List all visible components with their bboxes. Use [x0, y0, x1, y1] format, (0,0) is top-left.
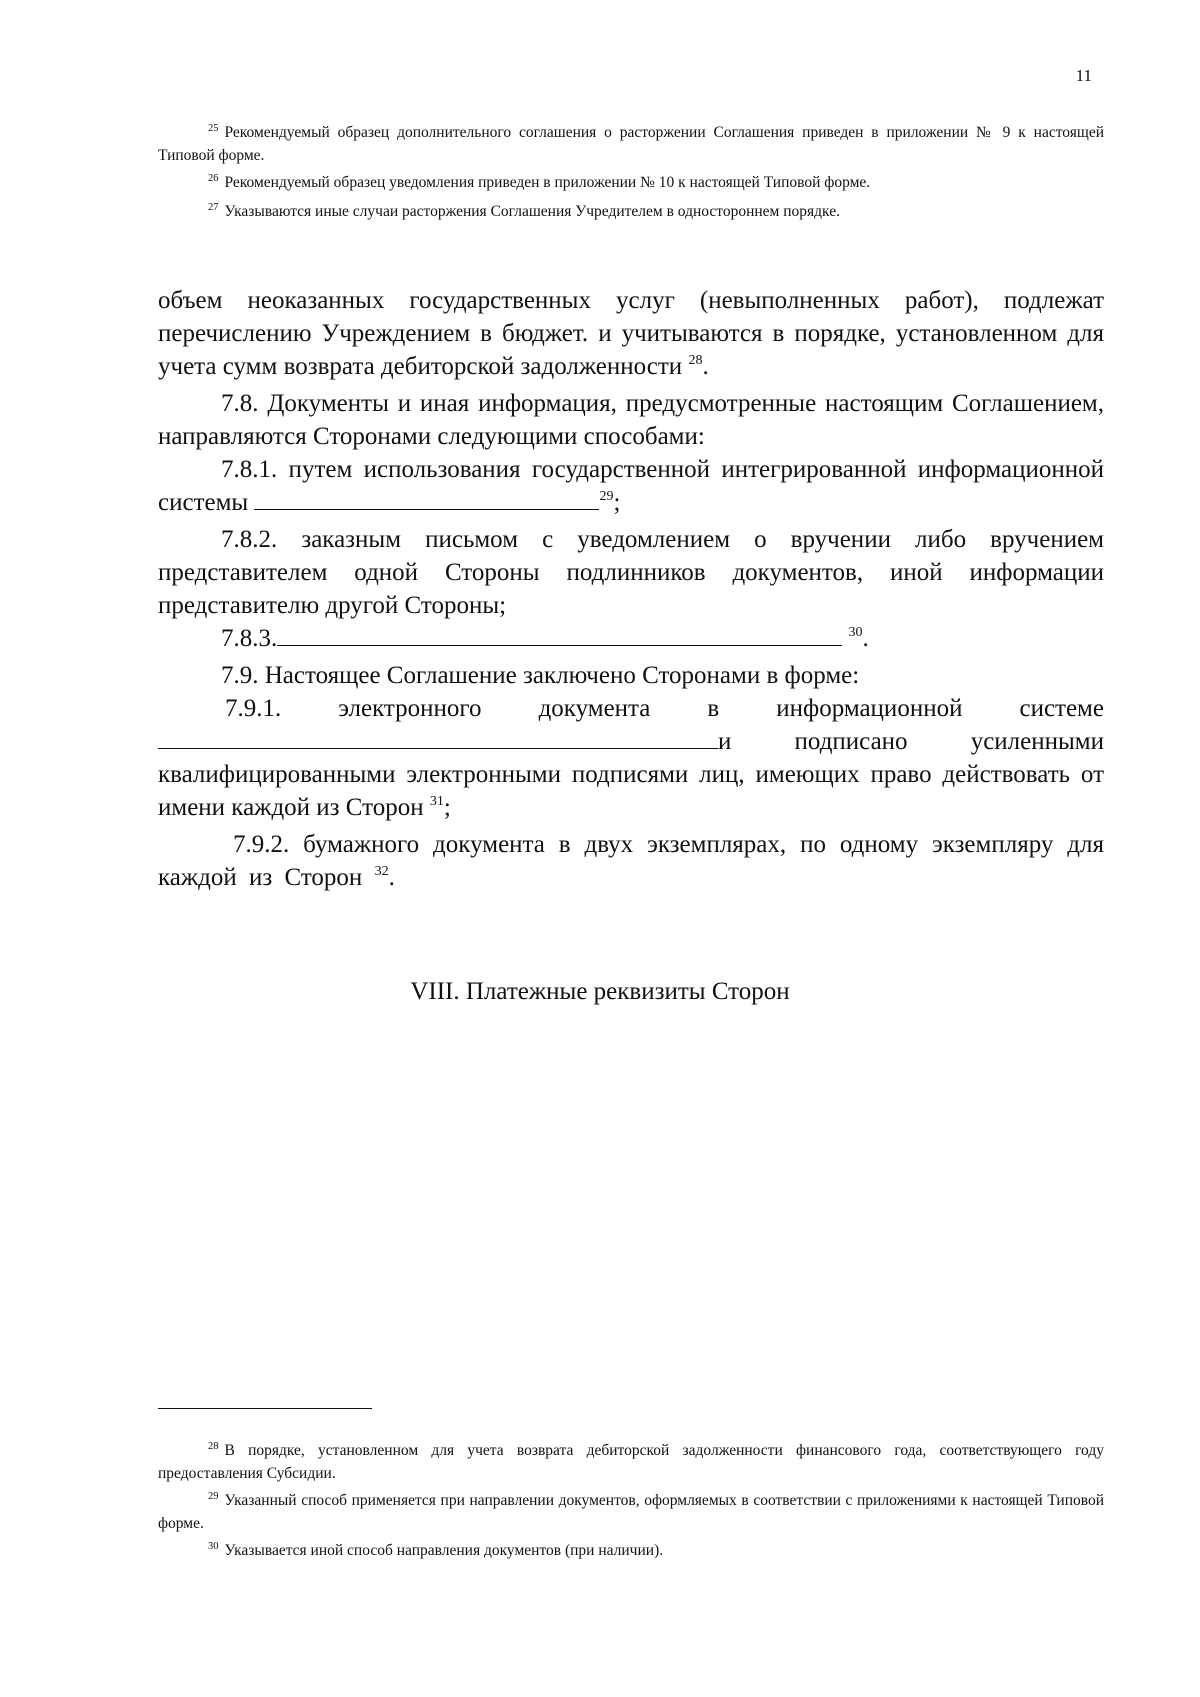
footnote-text: Рекомендуемый образец дополнительного соглашения о расторжении Соглашения приведен в приложении № 9 к настоящей Типовой форме.: [158, 124, 1104, 164]
footnote-separator: [158, 1408, 372, 1409]
footnote-number: 28: [208, 1441, 219, 1452]
footnote-text: Указываются иные случаи расторжения Соглашения Учредителем в одностороннем порядке.: [224, 203, 840, 220]
footnote-number: 29: [208, 1491, 219, 1502]
footnote-text: Указывается иной способ направления документов (при наличии).: [224, 1542, 664, 1559]
top-footnotes: [158, 122, 1104, 230]
paragraph-7-9-2: 7.9.2. бумажного документа в двух экземплярах, по одному экземпляру для каждой из Сторон $^{32}$.: [158, 831, 1104, 891]
footnote-number: 25: [208, 123, 219, 134]
paragraph-7-8-1: 7.8.1. путем использования государственной интегрированной информационной системы $^{29}$;: [158, 456, 1104, 516]
footnote-28: [158, 1440, 1104, 1484]
footnote-text: Рекомендуемый образец уведомления приведен в приложении № 10 к настоящей Типовой форме.: [224, 174, 871, 191]
paragraph-continuation: объем неоказанных государственных услуг (невыполненных работ), подлежат перечислению Учреждением в бюджет. и учитываются в порядке, установленном для учета сумм возврата дебиторской задолженности $^{28}$.: [158, 287, 1104, 380]
section-heading: VIII. Платежные реквизиты Сторон: [410, 978, 790, 1005]
blank-line: [254, 487, 599, 510]
footnote-29: [158, 1490, 1104, 1534]
footnote-26: [158, 172, 1104, 195]
paragraph-7-8-2: 7.8.2. заказным письмом с уведомлением о вручении либо вручением представителем одной Стороны подлинников документов, иной информации представителю другой Стороны;: [158, 526, 1104, 619]
paragraph-7-9-1-line-1: 7.9.1. электронного документа в информационной системе: [225, 695, 1104, 722]
footnote-27: [158, 201, 1104, 224]
blank-line: [277, 623, 842, 646]
footnote-ref-31: 31: [429, 794, 444, 809]
page-number: 11: [1075, 66, 1092, 85]
footnote-text: Указанный способ применяется при направлении документов, оформляемых в соответствии с приложениями к настоящей Типовой форме.: [158, 1492, 1104, 1532]
footnote-number: 26: [208, 173, 219, 184]
agreement-body: [158, 284, 1104, 898]
footnote-text: В порядке, установленном для учета возврата дебиторской задолженности финансового года, соответствующего году предоставления Субсидии.: [158, 1442, 1104, 1482]
paragraph-7-8-3: 7.8.3. $^{30}$.: [221, 625, 869, 652]
footnote-number: 27: [208, 202, 219, 213]
footnote-30: [158, 1540, 1104, 1563]
footnote-25: [158, 122, 1104, 166]
paragraph-7-9-1-rest: квалифицированными электронными подписями лиц, имеющих право действовать от имени каждой из Сторон $^{31}$;: [158, 761, 1104, 821]
footnote-ref-30: 30: [848, 625, 863, 640]
footnote-number: 30: [208, 1541, 219, 1552]
footnote-ref-28: 28: [688, 353, 703, 368]
paragraph-7-9: 7.9. Настоящее Соглашение заключено Сторонами в форме:: [221, 662, 860, 689]
paragraph-7-9-1-line-2: и подписано усиленными: [158, 725, 1104, 758]
footnote-ref-29: 29: [599, 489, 614, 504]
blank-line: [158, 726, 718, 749]
footnote-ref-32: 32: [374, 864, 389, 879]
bottom-footnotes: [158, 1440, 1104, 1569]
paragraph-7-8: 7.8. Документы и иная информация, предусмотренные настоящим Соглашением, направляются Сторонами следующими способами:: [158, 390, 1104, 450]
